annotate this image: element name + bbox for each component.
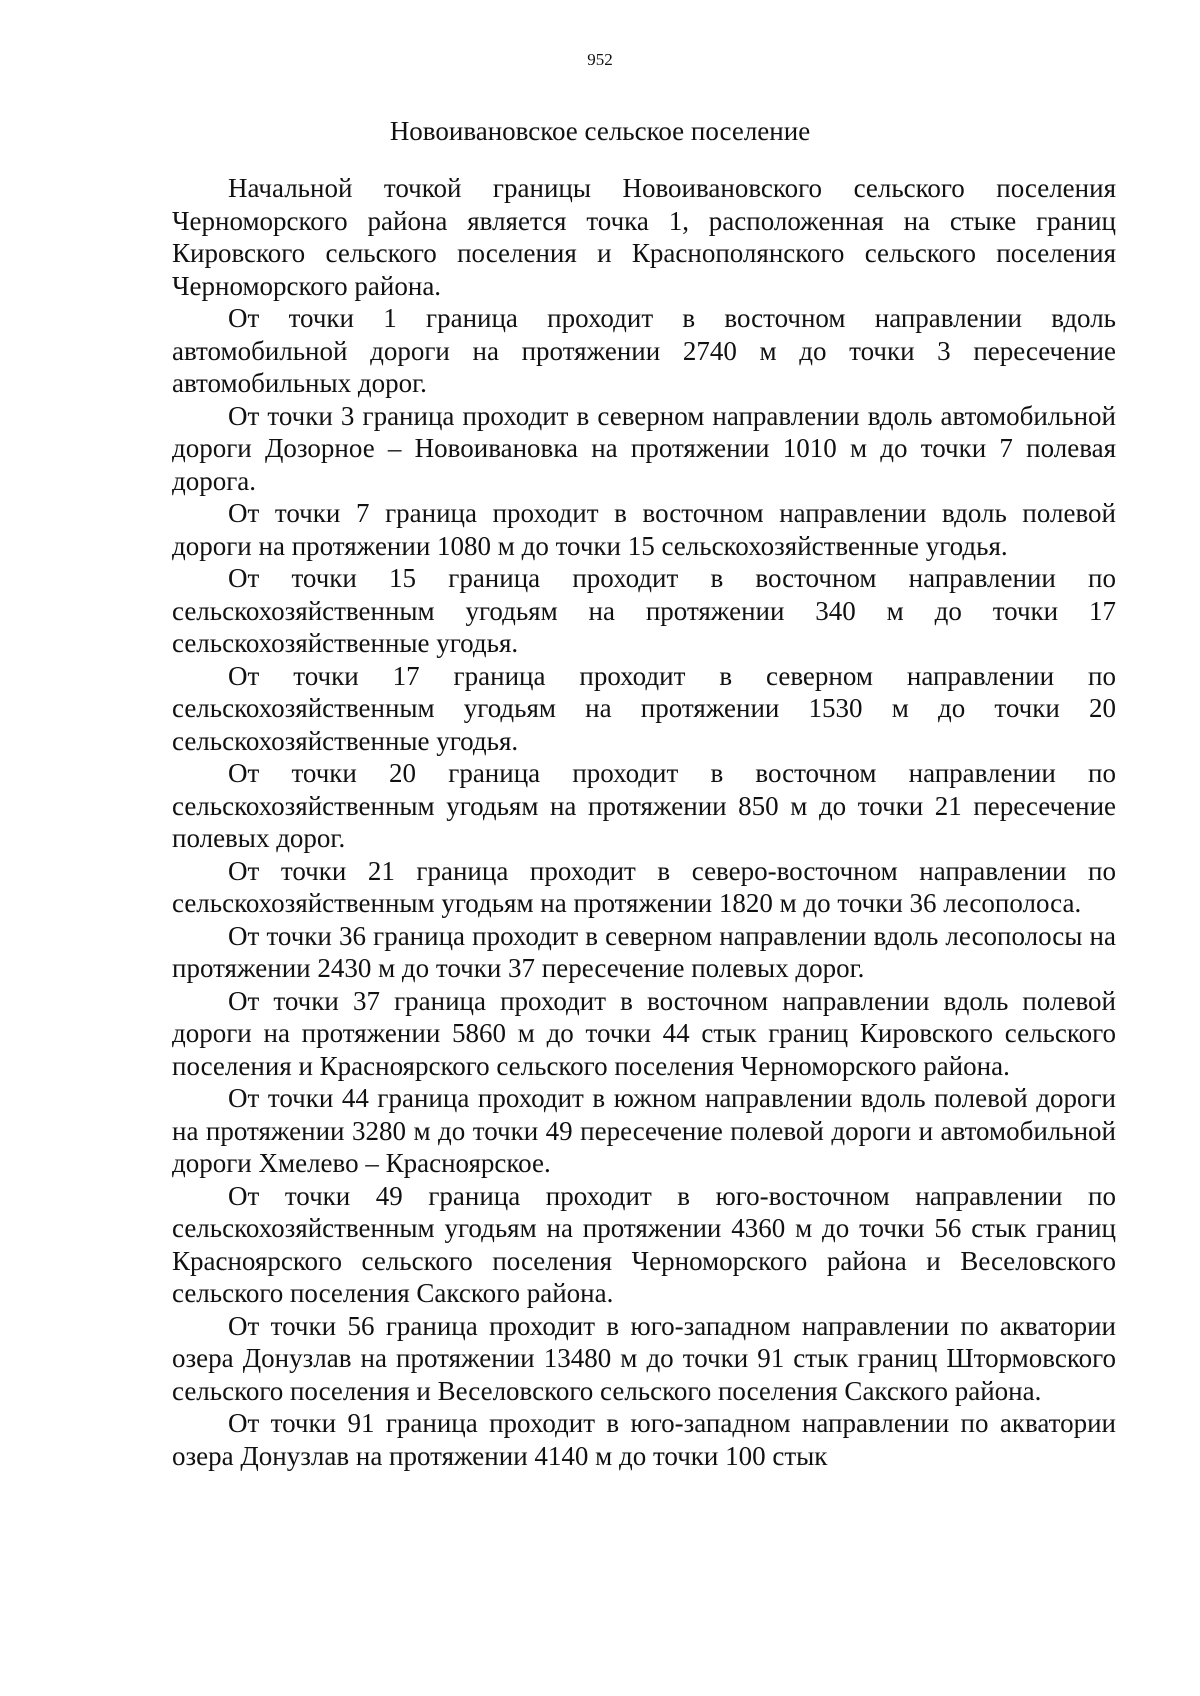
paragraph: От точки 49 граница проходит в юго-восточном направлении по сельскохозяйственным угодьям на протяжении 4360 м до точки 56 стык границ Красноярского сельского поселения Черноморского района и Веселовского сельского поселения Сакского района. bbox=[172, 1180, 1116, 1308]
paragraph: От точки 36 граница проходит в северном направлении вдоль лесополосы на протяжении 2430 м до точки 37 пересечение полевых дорог. bbox=[172, 920, 1116, 983]
paragraph: От точки 1 граница проходит в восточном направлении вдоль автомобильной дороги на протяжении 2740 м до точки 3 пересечение автомобильных дорог. bbox=[172, 303, 1116, 398]
section-title: Новоивановское сельское поселение bbox=[389, 116, 811, 146]
paragraph: От точки 37 граница проходит в восточном направлении вдоль полевой дороги на протяжении 5860 м до точки 44 стык границ Кировского сельского поселения и Красноярского сельского поселения Черноморского района. bbox=[172, 985, 1116, 1081]
paragraph: От точки 56 граница проходит в юго-западном направлении по акватории озера Донузлав на протяжении 13480 м до точки 91 стык границ Штормовского сельского поселения и Веселовского сельского поселения Сакского района. bbox=[172, 1310, 1116, 1406]
paragraph: От точки 17 граница проходит в северном направлении по сельскохозяйственным угодьям на протяжении 1530 м до точки 20 сельскохозяйственные угодья. bbox=[172, 660, 1116, 756]
paragraph: От точки 20 граница проходит в восточном направлении по сельскохозяйственным угодьям на протяжении 850 м до точки 21 пересечение полевых дорог. bbox=[172, 758, 1116, 853]
paragraph: От точки 21 граница проходит в северо-восточном направлении по сельскохозяйственным угодьям на протяжении 1820 м до точки 36 лесополоса. bbox=[172, 855, 1116, 918]
boundary-description bbox=[172, 172, 1116, 1472]
page-number: 952 bbox=[587, 50, 613, 69]
paragraph: От точки 15 граница проходит в восточном направлении по сельскохозяйственным угодьям на протяжении 340 м до точки 17 сельскохозяйственные угодья. bbox=[172, 563, 1116, 658]
paragraph: От точки 91 граница проходит в юго-западном направлении по акватории озера Донузлав на протяжении 4140 м до точки 100 стык bbox=[172, 1408, 1116, 1471]
paragraph: Начальной точкой границы Новоивановского сельского поселения Черноморского района является точка 1, расположенная на стыке границ Кировского сельского поселения и Краснополянского сельского поселения Черноморского района. bbox=[172, 173, 1116, 301]
paragraph: От точки 44 граница проходит в южном направлении вдоль полевой дороги на протяжении 3280 м до точки 49 пересечение полевой дороги и автомобильной дороги Хмелево – Красноярское. bbox=[172, 1083, 1116, 1178]
paragraph: От точки 7 граница проходит в восточном направлении вдоль полевой дороги на протяжении 1080 м до точки 15 сельскохозяйственные угодья. bbox=[172, 498, 1116, 561]
paragraph: От точки 3 граница проходит в северном направлении вдоль автомобильной дороги Дозорное – Новоивановка на протяжении 1010 м до точки 7 полевая дорога. bbox=[172, 400, 1116, 496]
